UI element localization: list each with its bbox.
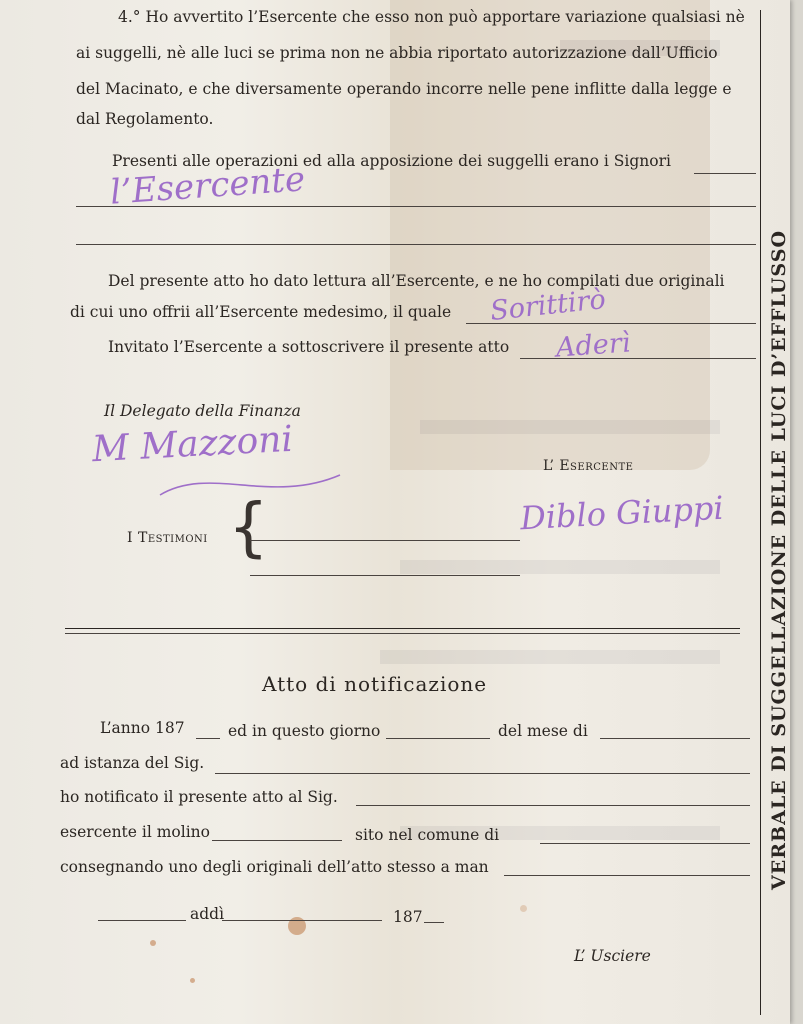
usciere-label: L’ Usciere	[574, 947, 651, 965]
delegato-label: Il Delegato della Finanza	[104, 402, 301, 420]
reverse-bleedthrough	[420, 420, 720, 434]
blank-line	[76, 244, 756, 245]
paragraph-4-line-2: ai suggelli, nè alle luci se prima non ne abbia riportato autorizzazione dall’Ufficio	[76, 44, 718, 62]
notificazione-line-1b: ed in questo giorno	[228, 722, 381, 740]
notificazione-line-4a: esercente il molino	[60, 823, 210, 841]
blank-line	[386, 738, 490, 739]
testimoni-brace: {	[228, 491, 269, 565]
notificazione-line-3: ho notificato il presente atto al Sig.	[60, 788, 338, 806]
blank-line	[212, 840, 342, 841]
blank-line	[520, 358, 756, 359]
blank-line	[196, 738, 220, 739]
section-separator	[65, 633, 740, 634]
lettura-handwriting-2: Aderì	[555, 327, 632, 364]
testimone-line	[250, 540, 520, 541]
reverse-bleedthrough	[380, 650, 720, 664]
notificazione-line-5: consegnando uno degli originali dell’atto stesso a man	[60, 858, 489, 876]
blank-line	[424, 922, 444, 923]
section-separator	[65, 628, 740, 629]
reverse-bleedthrough	[400, 560, 720, 574]
paper-stain	[390, 0, 710, 470]
testimone-line	[250, 575, 520, 576]
notificazione-line-4b: sito nel comune di	[355, 826, 500, 844]
paragraph-4-line-4: dal Regolamento.	[76, 110, 214, 128]
notificazione-line-1a: L’anno 187	[100, 719, 185, 737]
blank-line	[222, 920, 382, 921]
testimoni-label: I Testimoni	[127, 530, 208, 546]
margin-rule	[760, 10, 761, 1015]
rust-spot	[190, 978, 195, 983]
notificazione-line-1c: del mese di	[498, 722, 588, 740]
blank-line	[694, 173, 756, 174]
paragraph-4-line-3: del Macinato, e che diversamente operando incorre nelle pene inflitte dalla legge e	[76, 80, 732, 98]
esercente-signature: Diblo Giuppi	[519, 488, 725, 538]
presenti-label: Presenti alle operazioni ed alla apposizione dei suggelli erano i Signori	[112, 152, 671, 170]
blank-line	[504, 875, 750, 876]
date-addi: addì	[190, 905, 225, 923]
blank-line	[600, 738, 750, 739]
side-title: VERBALE DI SUGGELLAZIONE DELLE LUCI D’EFFLUSSO	[768, 229, 790, 890]
paragraph-4-line-1: 4.° Ho avvertito l’Esercente che esso non può apportare variazione qualsiasi nè	[118, 8, 745, 26]
lettura-line-3: Invitato l’Esercente a sottoscrivere il presente atto	[108, 338, 510, 356]
notificazione-line-2: ad istanza del Sig.	[60, 754, 205, 772]
presenti-handwriting: l’Esercente	[108, 159, 307, 213]
delegato-signature: M Mazzoni	[91, 418, 294, 471]
rust-spot	[520, 905, 527, 912]
blank-line	[98, 920, 186, 921]
lettura-line-1: Del presente atto ho dato lettura all’Esercente, e ne ho compilati due originali	[108, 272, 725, 290]
lettura-handwriting-1: Sorittirò	[488, 284, 608, 327]
notificazione-title: Atto di notificazione	[262, 672, 488, 696]
date-year: 187	[393, 908, 423, 926]
blank-line	[540, 843, 750, 844]
blank-line	[356, 805, 750, 806]
lettura-line-2: di cui uno offrii all’Esercente medesimo, il quale	[70, 303, 452, 321]
blank-line	[215, 773, 750, 774]
blank-line	[76, 206, 756, 207]
esercente-label: L’ Esercente	[543, 458, 634, 474]
rust-spot	[150, 940, 156, 946]
